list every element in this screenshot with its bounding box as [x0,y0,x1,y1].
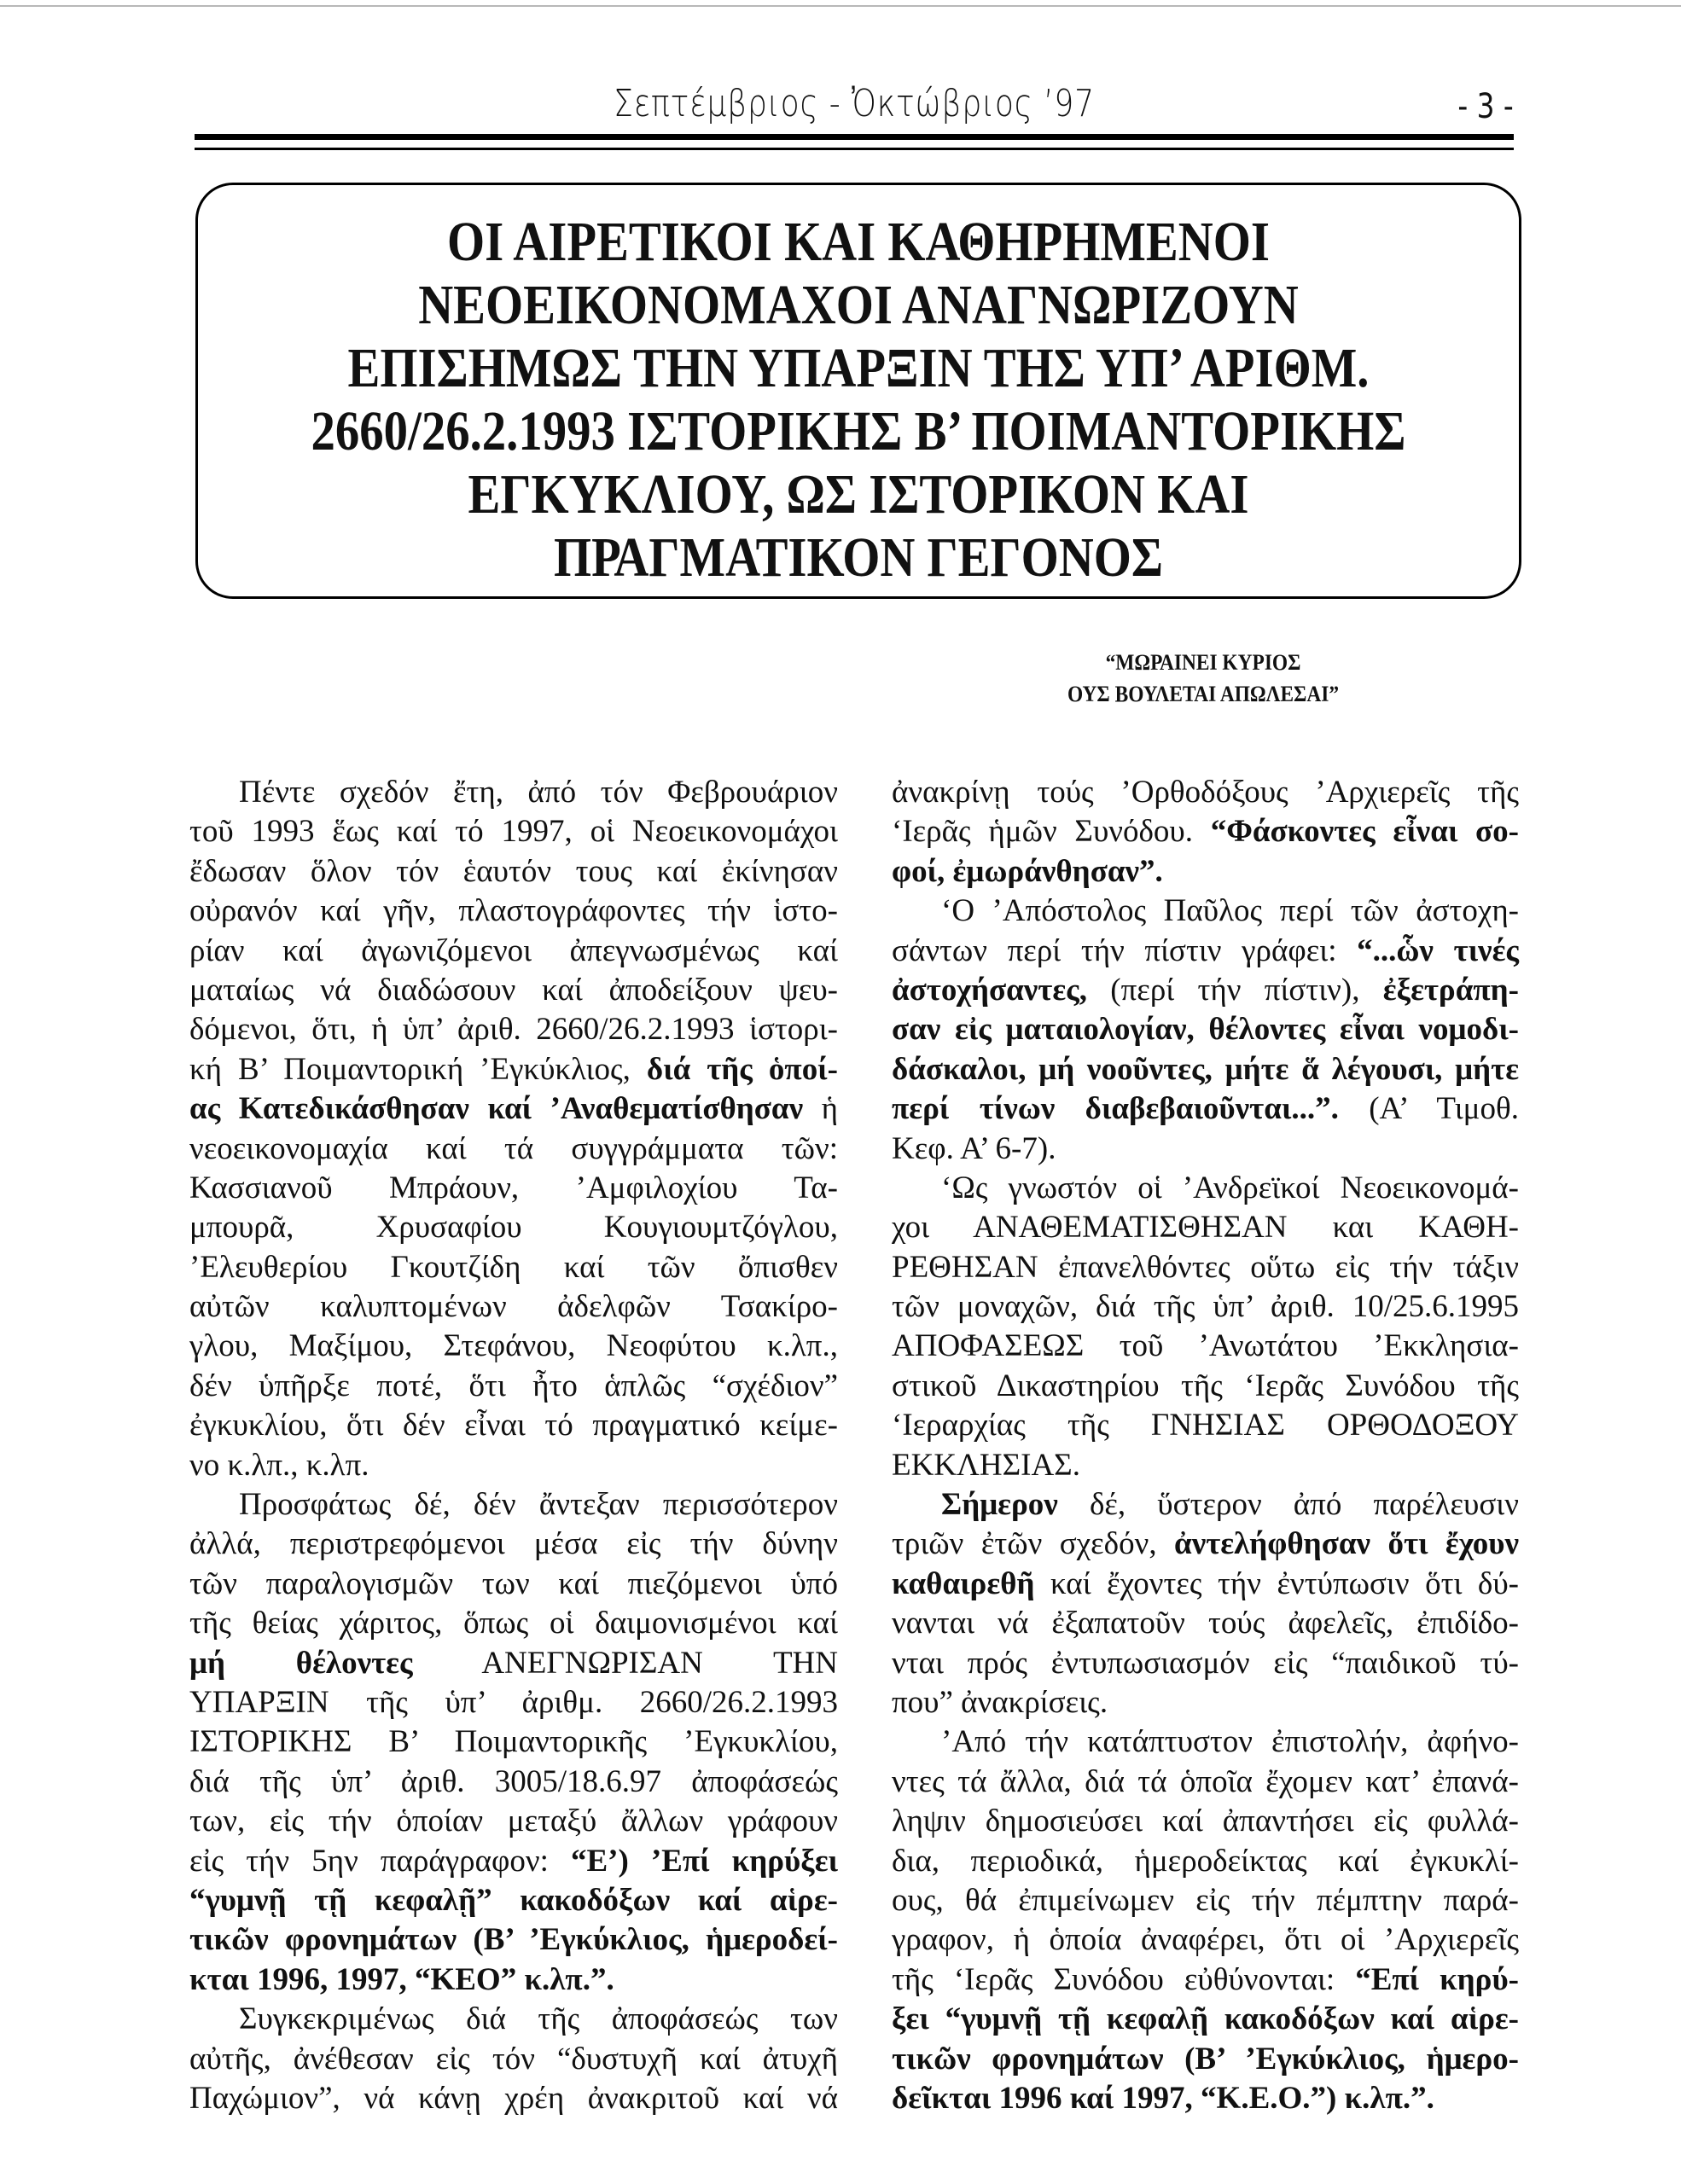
text-line [189,2040,838,2079]
body-text: τῶν παραλογισμῶν των καί πιεζόμενοι ὑπό [189,1565,838,1601]
emphasis-text: “...ὧν τινές [1357,932,1519,968]
body-text: Παχώμιον”, νά κάνῃ χρέη ἀνακριτοῦ καί νά [189,2080,838,2116]
headline-line: ΠΡΑΓΜΑΤΙΚΟΝ ΓΕΓΟΝΟΣ [553,526,1164,589]
text-line [189,1010,838,1049]
text-line [892,1208,1519,1247]
text-line [892,2000,1519,2039]
body-text: τῶν μοναχῶν, διά τῆς ὑπ’ ἀριθ. 10/25.6.1995 [892,1289,1519,1325]
body-text: Κεφ. Α’ 6-7). [892,1130,1056,1166]
body-text: ἔδωσαν ὅλον τόν ἑαυτόν τους καί ἐκίνησαν [189,853,838,889]
text-line [189,971,838,1010]
article-column-right [892,773,1519,2118]
body-text: ἀνακρίνῃ τούς ’Ορθοδόξους ’Αρχιερεῖς τῆς [892,775,1519,810]
emphasis-text: τικῶν φρονημάτων (Β’ ’Εγκύκλιος, ἡμερο- [892,2041,1519,2077]
emphasis-text: μή θέλοντες [189,1645,413,1681]
body-text: δόμενοι, ὅτι, ἡ ὑπ’ ἀριθ. 2660/26.2.1993 ἱστορι- [189,1012,838,1048]
emphasis-text: “Επί κηρύ- [1355,1961,1519,1997]
text-line [892,1920,1519,1960]
body-text: ’Ελευθερίου Γκουτζίδη καί τῶν ὄπισθεν [189,1249,838,1285]
body-text: δέ, ὕστερον ἀπό παρέλευσιν [1057,1487,1519,1523]
text-line [892,1446,1519,1485]
text-line [189,1644,838,1683]
emphasis-text: κται 1996, 1997, “ΚΕΟ” κ.λπ.”. [189,1961,614,1997]
text-line [189,1604,838,1643]
body-text: νανται νά ἐξαπατοῦν τούς ἀφελεῖς, ἐπιδίδο- [892,1606,1519,1641]
body-text: ἐγκυκλίου, ὅτι δέν εἶναι τό πραγματικό κείμε- [189,1408,838,1443]
body-text: ‘Ο ’Απόστολος Παῦλος περί τῶν ἀστοχη- [941,893,1519,929]
text-line [189,1446,838,1485]
body-text: ΙΣΤΟΡΙΚΗΣ Β’ Ποιμαντορικῆς ’Εγκυκλίου, [189,1724,838,1760]
body-text: τῆς θείας χάριτος, ὅπως οἱ δαιμονισμένοι καί [189,1606,838,1641]
body-text: ρίαν καί ἀγωνιζόμενοι ἀπεγνωσμένως καί [189,932,838,968]
article-column-left [189,773,838,2118]
text-line [189,773,838,812]
text-line [189,1367,838,1406]
body-text: ους, θά ἐπιμείνωμεν εἰς τήν πέμπτην παρά- [892,1882,1519,1918]
body-text: ΡΕΘΗΣΑΝ ἐπανελθόντες οὕτω εἰς τήν τάξιν [892,1249,1519,1285]
text-line [189,1960,838,2000]
body-text: νο κ.λπ., κ.λπ. [189,1447,369,1483]
body-text: νται πρός ἐντυπωσιασμόν εἰς “παιδικοῦ τύ- [892,1645,1519,1681]
page-number: - 3 - [1457,87,1514,126]
emphasis-text: ἐξετράπη- [1382,972,1519,1008]
emphasis-text: δεῖκται 1996 καί 1997, “Κ.Ε.Ο.”) κ.λπ.”. [892,2080,1434,2116]
body-text: κή Β’ Ποιμαντορική ’Εγκύκλιος, [189,1051,647,1087]
body-text: τῆς ‘Ιερᾶς Συνόδου εὐθύνονται: [892,1961,1356,1997]
text-line [892,1089,1519,1129]
text-line [189,1763,838,1802]
body-text: δέν ὑπῆρξε ποτέ, ὅτι ἦτο ἁπλῶς “σχέδιον” [189,1368,838,1403]
header-rule-thick [195,134,1514,140]
text-line [892,1604,1519,1643]
text-line [189,1208,838,1247]
body-text: ληψιν δημοσιεύσει καί ἀπαντήσει εἰς φυλλά- [892,1804,1519,1839]
text-line [892,1960,1519,2000]
body-text: Πέντε σχεδόν ἔτη, ἀπό τόν Φεβρουάριον [239,775,838,810]
body-text: ‘Ως γνωστόν οἱ ’Ανδρεϊκοί Νεοεικονομά- [941,1170,1519,1205]
emphasis-text: περί τίνων διαβεβαιοῦνται...”. [892,1091,1339,1127]
body-text: Κασσιανοῦ Μπράουν, ’Αμφιλοχίου Τα- [189,1170,838,1205]
emphasis-text: καθαιρεθῆ [892,1565,1035,1601]
text-line [189,1920,838,1960]
text-line [189,1406,838,1445]
text-line [189,1722,838,1762]
body-text: στικοῦ Δικαστηρίου τῆς ‘Ιερᾶς Συνόδου τῆς [892,1368,1519,1403]
emphasis-text: διά τῆς ὁποί- [646,1051,838,1087]
headline-line: ΕΓΚΥΚΛΙΟΥ, ΩΣ ΙΣΤΟΡΙΚΟΝ ΚΑΙ [468,463,1249,526]
text-line [189,1130,838,1169]
headline-box [195,183,1521,599]
emphasis-text: ξει “γυμνῇ τῇ κεφαλῇ κακοδόξων καί αἱρε- [892,2001,1519,2037]
emphasis-text: τικῶν φρονημάτων (Β’ ’Εγκύκλιος, ἡμεροδεί- [189,1922,838,1958]
text-line [892,1763,1519,1802]
text-line [892,1050,1519,1089]
text-line [892,1525,1519,1564]
emphasis-text: σαν εἰς ματαιολογίαν, θέλοντες εἶναι νομοδι- [892,1012,1519,1048]
headline-line: ΟΙ ΑΙΡΕΤΙΚΟΙ ΚΑΙ ΚΑΘΗΡΗΜΕΝΟΙ [446,211,1271,273]
text-line [892,1287,1519,1327]
headline-line: ΕΠΙΣΗΜΩΣ ΤΗΝ ΥΠΑΡΞΙΝ ΤΗΣ ΥΠ’ ΑΡΙΘΜ. [347,337,1370,399]
text-line [892,852,1519,892]
text-line [892,1130,1519,1169]
text-line [892,1565,1519,1604]
text-line [892,1644,1519,1683]
text-line [892,971,1519,1010]
body-text: ΥΠΑΡΞΙΝ τῆς ὑπ’ ἀριθμ. 2660/26.2.1993 [189,1684,838,1720]
text-line [189,2079,838,2118]
text-line [892,812,1519,851]
text-line [189,1683,838,1722]
body-text: γλου, Μαξίμου, Στεφάνου, Νεοφύτου κ.λπ., [189,1328,838,1364]
text-line [189,932,838,971]
body-text: των, εἰς τήν ὁποίαν μεταξύ ἄλλων γράφουν [189,1804,838,1839]
body-text: που” ἀνακρίσεις. [892,1684,1108,1720]
text-line [189,1327,838,1366]
text-line [189,1287,838,1327]
text-line [892,1683,1519,1722]
text-line [189,812,838,851]
text-line [189,1485,838,1525]
text-line [189,852,838,892]
text-line [892,773,1519,812]
headline [290,211,1426,590]
emphasis-text: ἀστοχήσαντες, [892,972,1088,1008]
emphasis-text: “γυμνῇ τῇ κεφαλῇ” κακοδόξων καί αἱρε- [189,1882,838,1918]
body-text: καί ἔχοντες τήν ἐντύπωσιν ὅτι δύ- [1034,1565,1519,1601]
body-text: σάντων περί τήν πίστιν γράφει: [892,932,1358,968]
body-text: μπουρᾶ, Χρυσαφίου Κουγιουμτζόγλου, [189,1210,838,1246]
body-text: διά τῆς ὑπ’ ἀριθ. 3005/18.6.97 ἀποφάσεώς [189,1763,838,1799]
text-line [892,1406,1519,1445]
emphasis-text: Σήμερον [941,1487,1058,1523]
text-line [189,1050,838,1089]
body-text: οὐρανόν καί γῆν, πλαστογράφοντες τήν ἱστο- [189,893,838,929]
epigraph [919,647,1487,710]
text-line [189,892,838,931]
body-text: αὐτῶν καλυπτομένων ἀδελφῶν Τσακίρο- [189,1289,838,1325]
text-line [892,1842,1519,1881]
headline-line: 2660/26.2.1993 ΙΣΤΟΡΙΚΗΣ Β’ ΠΟΙΜΑΝΤΟΡΙΚΗΣ [311,400,1406,462]
text-line [189,2000,838,2039]
body-text: ΕΚΚΛΗΣΙΑΣ. [892,1447,1080,1483]
body-text: (περί τήν πίστιν), [1087,972,1383,1008]
body-text: ματαίως νά διαδώσουν καί ἀποδείξουν ψευ- [189,972,838,1008]
body-text: ΑΠΟΦΑΣΕΩΣ τοῦ ’Ανωτάτου ’Εκκλησια- [892,1328,1519,1364]
emphasis-text: δάσκαλοι, μή νοοῦντες, μήτε ἅ λέγουσι, μήτε [892,1051,1519,1087]
body-text: τριῶν ἐτῶν σχεδόν, [892,1526,1175,1562]
body-text: τοῦ 1993 ἕως καί τό 1997, οἱ Νεοεικονομάχοι [189,814,838,850]
scan-edge [0,0,1681,7]
text-line [892,1722,1519,1762]
emphasis-text: φοί, ἐμωράνθησαν”. [892,853,1163,889]
running-head [195,82,1514,133]
text-line [892,1327,1519,1366]
body-text: ‘Ιεραρχίας τῆς ΓΝΗΣΙΑΣ ΟΡΘΟΔΟΞΟΥ [892,1408,1519,1443]
text-line [189,1802,838,1841]
text-line [892,2040,1519,2079]
text-line [892,1881,1519,1920]
text-line [892,1367,1519,1406]
running-title: Σεπτέμβριος - Ὀκτώβριος ’97 [614,82,1095,125]
text-line [189,1248,838,1287]
body-text: Προσφάτως δέ, δέν ἄντεξαν περισσότερον [239,1487,838,1523]
body-text: δια, περιοδικά, ἡμεροδείκτας καί ἐγκυκλί- [892,1843,1519,1879]
text-line [189,1842,838,1881]
header-rule-thin [195,148,1514,150]
body-text: χοι ΑΝΑΘΕΜΑΤΙΣΘΗΣΑΝ και ΚΑΘΗ- [892,1210,1519,1246]
text-line [189,1089,838,1129]
text-line [892,1010,1519,1049]
text-line [189,1525,838,1564]
body-text: ‘Ιερᾶς ἡμῶν Συνόδου. [892,814,1211,850]
emphasis-text: “Ε’) ’Επί κηρύξει [570,1843,838,1879]
emphasis-text: ας Κατεδικάσθησαν καί ’Αναθεματίσθησαν [189,1091,804,1127]
body-text: ἀλλά, περιστρεφόμενοι μέσα εἰς τήν δύνην [189,1526,838,1562]
epigraph-line: ΟΥΣ ΒΟΥΛΕΤΑΙ ΑΠΩΛΕΣΑΙ” [1067,682,1340,706]
body-text: νεοεικονομαχία καί τά συγγράμματα τῶν: [189,1130,838,1166]
body-text: αὐτῆς, ἀνέθεσαν εἰς τόν “δυστυχῆ καί ἀτυχῆ [189,2041,838,2077]
text-line [892,2079,1519,2118]
body-text: ἡ [803,1091,838,1127]
text-line [892,1248,1519,1287]
text-line [892,932,1519,971]
emphasis-text: ἀντελήφθησαν ὅτι ἔχουν [1174,1526,1519,1562]
text-line [189,1565,838,1604]
body-text: ντες τά ἄλλα, διά τά ὁποῖα ἔχομεν κατ’ ἐπανά- [892,1763,1519,1799]
body-text: ’Από τήν κατάπτυστον ἐπιστολήν, ἀφήνο- [941,1724,1519,1760]
body-text: (Α’ Τιμοθ. [1338,1091,1519,1127]
text-line [189,1169,838,1208]
emphasis-text: “Φάσκοντες εἶναι σο- [1210,814,1520,850]
body-text: γραφον, ἡ ὁποία ἀναφέρει, ὅτι οἱ ’Αρχιερεῖς [892,1922,1519,1958]
text-line [892,1485,1519,1525]
text-line [189,1881,838,1920]
epigraph-line: “ΜΩΡΑΙΝΕΙ ΚΥΡΙΟΣ [1105,650,1301,675]
text-line [892,892,1519,931]
body-text: Συγκεκριμένως διά τῆς ἀποφάσεώς των [239,2001,838,2037]
body-text: εἰς τήν 5ην παράγραφον: [189,1843,571,1879]
headline-line: ΝΕΟΕΙΚΟΝΟΜΑΧΟΙ ΑΝΑΓΝΩΡΙΖΟΥΝ [418,274,1299,336]
text-line [892,1169,1519,1208]
text-line [892,1802,1519,1841]
body-text: ΑΝΕΓΝΩΡΙΣΑΝ ΤΗΝ [412,1645,838,1681]
